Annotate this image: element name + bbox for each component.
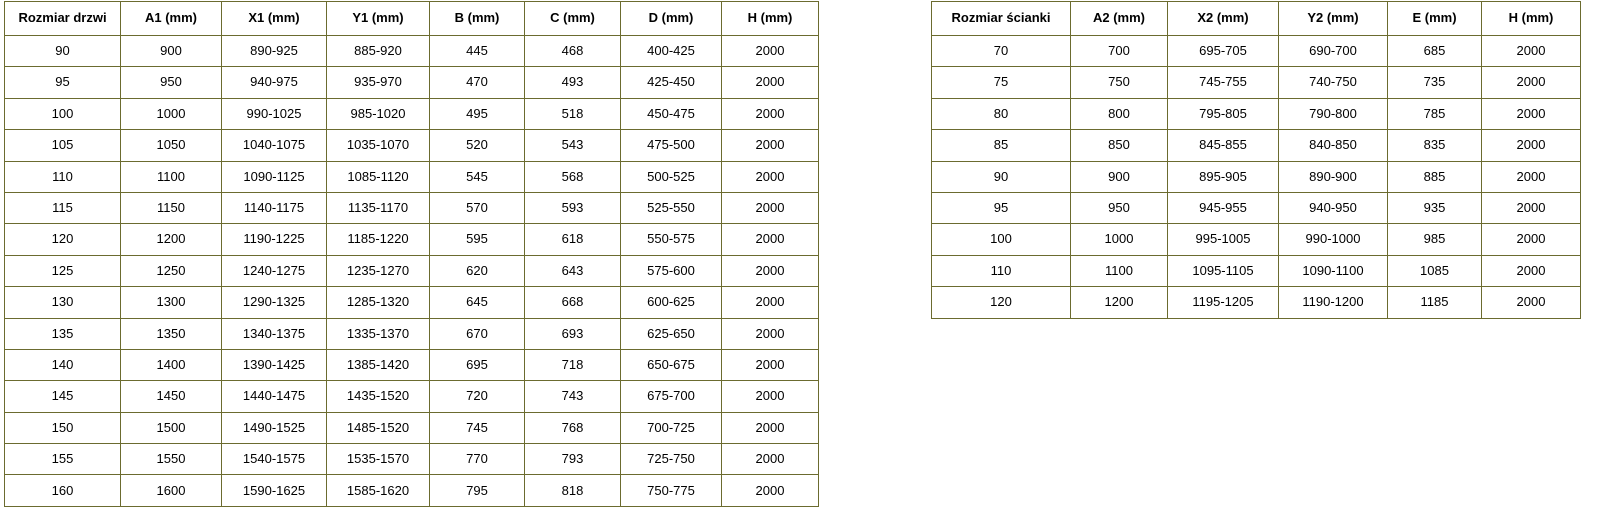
table-row [5,255,819,286]
cell: 1240-1275 [222,255,327,286]
cell: 2000 [722,98,819,129]
table-row [932,224,1581,255]
walls-header-row [932,2,1581,36]
cell: 890-900 [1279,161,1388,192]
cell: 940-975 [222,67,327,98]
cell: 845-855 [1168,130,1279,161]
cell: 500-525 [621,161,722,192]
table-row [5,318,819,349]
cell: 618 [525,224,621,255]
table-row [5,36,819,67]
cell: 1100 [121,161,222,192]
cell: 685 [1388,36,1482,67]
cell: 740-750 [1279,67,1388,98]
cell: 1250 [121,255,222,286]
doors-col-header-4: B (mm) [430,2,525,36]
cell: 2000 [1482,67,1581,98]
cell: 90 [932,161,1071,192]
cell: 643 [525,255,621,286]
cell: 950 [121,67,222,98]
cell: 985-1020 [327,98,430,129]
cell: 70 [932,36,1071,67]
cell: 1440-1475 [222,381,327,412]
cell: 2000 [1482,130,1581,161]
cell: 695-705 [1168,36,1279,67]
table-row [5,224,819,255]
cell: 818 [525,475,621,506]
cell: 110 [932,255,1071,286]
cell: 650-675 [621,349,722,380]
cell: 835 [1388,130,1482,161]
cell: 470 [430,67,525,98]
cell: 735 [1388,67,1482,98]
cell: 1500 [121,412,222,443]
cell: 790-800 [1279,98,1388,129]
cell: 125 [5,255,121,286]
cell: 2000 [722,255,819,286]
cell: 100 [932,224,1071,255]
cell: 1435-1520 [327,381,430,412]
cell: 2000 [1482,255,1581,286]
cell: 1090-1125 [222,161,327,192]
cell: 1600 [121,475,222,506]
cell: 900 [1071,161,1168,192]
cell: 2000 [722,287,819,318]
cell: 645 [430,287,525,318]
cell: 1290-1325 [222,287,327,318]
cell: 1390-1425 [222,349,327,380]
cell: 493 [525,67,621,98]
cell: 1450 [121,381,222,412]
cell: 2000 [722,381,819,412]
doors-col-header-5: C (mm) [525,2,621,36]
cell: 793 [525,444,621,475]
cell: 625-650 [621,318,722,349]
cell: 1185 [1388,287,1482,318]
table-row [932,192,1581,223]
cell: 2000 [722,412,819,443]
walls-table-container [931,1,1581,319]
cell: 1150 [121,192,222,223]
cell: 690-700 [1279,36,1388,67]
table-row [932,130,1581,161]
cell: 743 [525,381,621,412]
cell: 900 [121,36,222,67]
cell: 895-905 [1168,161,1279,192]
table-row [5,475,819,506]
cell: 90 [5,36,121,67]
cell: 518 [525,98,621,129]
cell: 2000 [722,161,819,192]
cell: 890-925 [222,36,327,67]
table-row [932,67,1581,98]
doors-col-header-0: Rozmiar drzwi [5,2,121,36]
doors-col-header-3: Y1 (mm) [327,2,430,36]
cell: 2000 [722,130,819,161]
cell: 2000 [1482,36,1581,67]
doors-col-header-2: X1 (mm) [222,2,327,36]
cell: 700 [1071,36,1168,67]
cell: 2000 [1482,192,1581,223]
cell: 670 [430,318,525,349]
cell: 750 [1071,67,1168,98]
doors-table-container [4,1,819,507]
walls-col-header-0: Rozmiar ścianki [932,2,1071,36]
cell: 795-805 [1168,98,1279,129]
cell: 525-550 [621,192,722,223]
cell: 80 [932,98,1071,129]
cell: 1335-1370 [327,318,430,349]
cell: 468 [525,36,621,67]
doors-dimensions-table [4,1,819,507]
doors-col-header-7: H (mm) [722,2,819,36]
cell: 1000 [121,98,222,129]
cell: 1090-1100 [1279,255,1388,286]
cell: 725-750 [621,444,722,475]
walls-col-header-5: H (mm) [1482,2,1581,36]
cell: 885-920 [327,36,430,67]
cell: 140 [5,349,121,380]
cell: 2000 [722,444,819,475]
cell: 1085 [1388,255,1482,286]
cell: 668 [525,287,621,318]
cell: 1000 [1071,224,1168,255]
cell: 1095-1105 [1168,255,1279,286]
cell: 120 [932,287,1071,318]
cell: 2000 [1482,224,1581,255]
cell: 800 [1071,98,1168,129]
cell: 1040-1075 [222,130,327,161]
cell: 1300 [121,287,222,318]
walls-col-header-3: Y2 (mm) [1279,2,1388,36]
doors-col-header-6: D (mm) [621,2,722,36]
cell: 75 [932,67,1071,98]
table-row [932,36,1581,67]
cell: 425-450 [621,67,722,98]
cell: 95 [5,67,121,98]
cell: 940-950 [1279,192,1388,223]
cell: 935-970 [327,67,430,98]
cell: 570 [430,192,525,223]
cell: 990-1025 [222,98,327,129]
cell: 1050 [121,130,222,161]
cell: 885 [1388,161,1482,192]
cell: 935 [1388,192,1482,223]
table-row [5,98,819,129]
cell: 695 [430,349,525,380]
cell: 1535-1570 [327,444,430,475]
cell: 1585-1620 [327,475,430,506]
doors-header-row [5,2,819,36]
cell: 110 [5,161,121,192]
cell: 693 [525,318,621,349]
walls-table-head [932,2,1581,36]
cell: 160 [5,475,121,506]
cell: 1400 [121,349,222,380]
table-row [5,381,819,412]
table-row [5,349,819,380]
cell: 675-700 [621,381,722,412]
cell: 1085-1120 [327,161,430,192]
cell: 768 [525,412,621,443]
cell: 990-1000 [1279,224,1388,255]
cell: 150 [5,412,121,443]
walls-col-header-4: E (mm) [1388,2,1482,36]
cell: 2000 [1482,161,1581,192]
cell: 1190-1225 [222,224,327,255]
cell: 1340-1375 [222,318,327,349]
cell: 495 [430,98,525,129]
cell: 1285-1320 [327,287,430,318]
table-row [5,287,819,318]
doors-col-header-1: A1 (mm) [121,2,222,36]
cell: 135 [5,318,121,349]
doors-table-body [5,36,819,507]
cell: 2000 [1482,287,1581,318]
cell: 745-755 [1168,67,1279,98]
table-row [932,255,1581,286]
cell: 1185-1220 [327,224,430,255]
cell: 1235-1270 [327,255,430,286]
cell: 1540-1575 [222,444,327,475]
cell: 445 [430,36,525,67]
cell: 1035-1070 [327,130,430,161]
cell: 100 [5,98,121,129]
cell: 840-850 [1279,130,1388,161]
cell: 1200 [121,224,222,255]
cell: 2000 [722,349,819,380]
cell: 750-775 [621,475,722,506]
cell: 2000 [722,192,819,223]
cell: 718 [525,349,621,380]
cell: 2000 [1482,98,1581,129]
cell: 770 [430,444,525,475]
cell: 550-575 [621,224,722,255]
walls-col-header-1: A2 (mm) [1071,2,1168,36]
table-row [5,192,819,223]
walls-dimensions-table [931,1,1581,319]
cell: 115 [5,192,121,223]
cell: 568 [525,161,621,192]
table-row [5,161,819,192]
cell: 985 [1388,224,1482,255]
table-row [932,161,1581,192]
cell: 1490-1525 [222,412,327,443]
cell: 2000 [722,224,819,255]
cell: 130 [5,287,121,318]
cell: 1190-1200 [1279,287,1388,318]
table-row [5,130,819,161]
cell: 593 [525,192,621,223]
cell: 700-725 [621,412,722,443]
cell: 400-425 [621,36,722,67]
cell: 145 [5,381,121,412]
cell: 105 [5,130,121,161]
table-row [5,412,819,443]
cell: 545 [430,161,525,192]
cell: 2000 [722,36,819,67]
cell: 1350 [121,318,222,349]
cell: 720 [430,381,525,412]
walls-col-header-2: X2 (mm) [1168,2,1279,36]
cell: 1195-1205 [1168,287,1279,318]
table-row [5,67,819,98]
cell: 1485-1520 [327,412,430,443]
cell: 95 [932,192,1071,223]
cell: 795 [430,475,525,506]
cell: 1135-1170 [327,192,430,223]
table-row [932,287,1581,318]
cell: 450-475 [621,98,722,129]
cell: 1385-1420 [327,349,430,380]
cell: 1590-1625 [222,475,327,506]
cell: 595 [430,224,525,255]
cell: 520 [430,130,525,161]
doors-table-head [5,2,819,36]
cell: 1140-1175 [222,192,327,223]
cell: 2000 [722,318,819,349]
cell: 745 [430,412,525,443]
cell: 475-500 [621,130,722,161]
cell: 543 [525,130,621,161]
cell: 1550 [121,444,222,475]
cell: 155 [5,444,121,475]
cell: 120 [5,224,121,255]
cell: 1100 [1071,255,1168,286]
cell: 620 [430,255,525,286]
cell: 785 [1388,98,1482,129]
cell: 850 [1071,130,1168,161]
walls-table-body [932,36,1581,319]
cell: 2000 [722,67,819,98]
table-row [932,98,1581,129]
cell: 995-1005 [1168,224,1279,255]
cell: 85 [932,130,1071,161]
cell: 2000 [722,475,819,506]
cell: 575-600 [621,255,722,286]
cell: 945-955 [1168,192,1279,223]
cell: 950 [1071,192,1168,223]
cell: 600-625 [621,287,722,318]
table-row [5,444,819,475]
cell: 1200 [1071,287,1168,318]
